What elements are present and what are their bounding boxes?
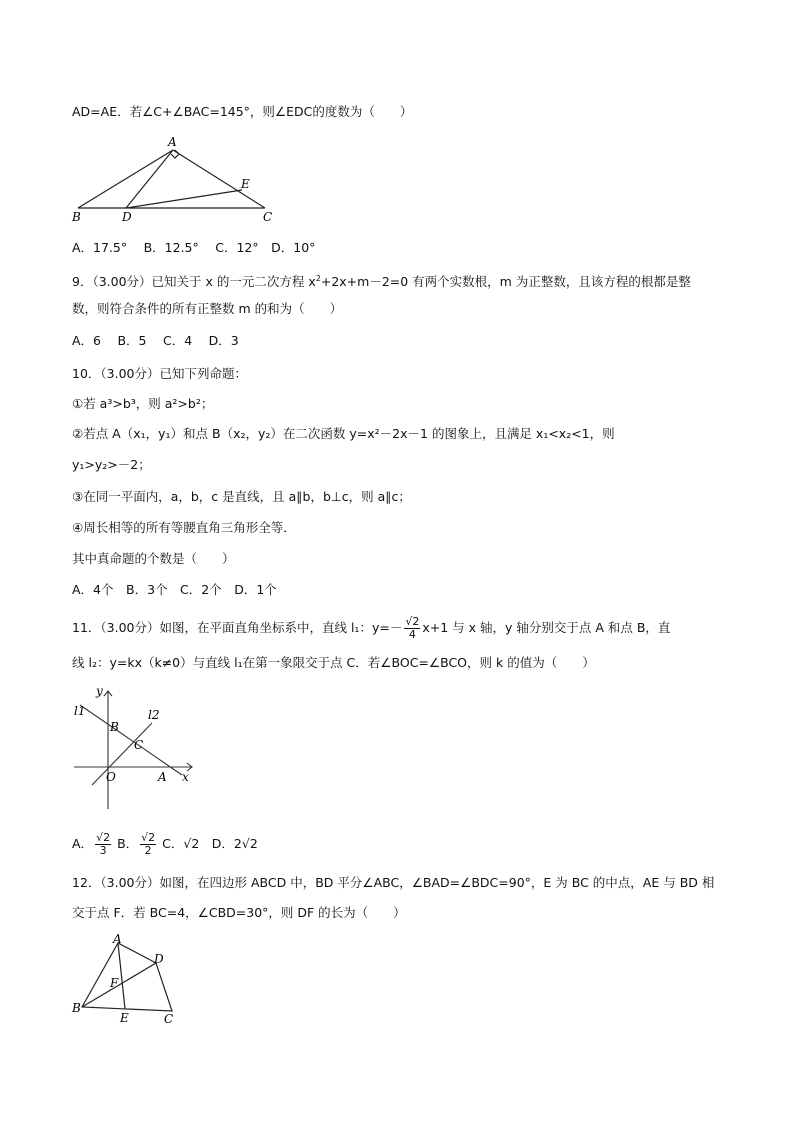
q11-label-y: y	[96, 684, 103, 698]
q10-proposition-1: ①若 a³>b³，则 a²>b²；	[72, 396, 214, 411]
q8-figure	[70, 132, 290, 224]
q11-option-a-den: 3	[99, 844, 107, 857]
q10-proposition-4: ④周长相等的所有等腰直角三角形全等．	[72, 520, 296, 535]
q11-option-cd: C．√2 D．2√2	[162, 836, 258, 851]
q11-option-a-num: √2	[96, 831, 111, 844]
q12-figure	[70, 933, 190, 1025]
q11-line1	[72, 612, 670, 644]
q11-option-a: A．	[72, 836, 94, 851]
q11-figure	[70, 683, 200, 813]
q10-ask: 其中真命题的个数是（ ）	[72, 551, 235, 566]
q8-label-c: C	[263, 210, 273, 224]
q12-label-f: F	[110, 976, 119, 990]
q11-line1-a: 11．（3.00分）如图，在平面直角坐标系中，直线 l₁：y=－	[72, 620, 403, 635]
q11-label-x: x	[182, 770, 189, 784]
q8-label-a: A	[168, 135, 177, 149]
q9-line2: 数，则符合条件的所有正整数 m 的和为（ ）	[72, 301, 343, 316]
q11-fraction	[404, 616, 420, 641]
q11-line1-b: x+1 与 x 轴，y 轴分别交于点 A 和点 B，直	[422, 620, 671, 635]
q9-line1-b: +2x+m－2=0 有两个实数根，m 为正整数，且该方程的根都是整	[320, 274, 691, 290]
q8-line: AD=AE．若∠C+∠BAC=145°，则∠EDC的度数为（ ）	[72, 104, 413, 119]
q12-label-c: C	[164, 1012, 174, 1025]
q11-option-b-frac	[140, 832, 156, 857]
q10-options: A．4个 B．3个 C．2个 D．1个	[72, 582, 277, 597]
q10-proposition-3: ③在同一平面内，a，b，c 是直线，且 a∥b，b⊥c，则 a∥c；	[72, 489, 411, 504]
q11-line2: 线 l₂：y=kx（k≠0）与直线 l₁在第一象限交于点 C．若∠BOC=∠BCO，则 k 的值为（ ）	[72, 655, 595, 670]
q11-fraction-den: 4	[408, 628, 416, 641]
q12-label-d: D	[154, 952, 164, 966]
q9-options: A．6 B．5 C．4 D．3	[72, 333, 239, 348]
q12-line1: 12．（3.00分）如图，在四边形 ABCD 中，BD 平分∠ABC，∠BAD=∠BDC=90°，E 为 BC 的中点，AE 与 BD 相	[72, 875, 715, 890]
q10-proposition-2: ②若点 A（x₁，y₁）和点 B（x₂，y₂）在二次函数 y=x²－2x－1 的图象上，且满足 x₁<x₂<1，则	[72, 426, 615, 441]
q12-line2: 交于点 F．若 BC=4，∠CBD=30°，则 DF 的长为（ ）	[72, 905, 406, 920]
q11-fraction-num: √2	[405, 615, 420, 628]
q11-label-b: B	[110, 720, 119, 734]
q12-label-b: B	[72, 1001, 81, 1015]
q9-line1: 9．（3.00分）已知关于 x 的一元二次方程 $x^2+2x+m-2=0$ 有两个实数根，m 为正整数，且该方程的根都是整	[72, 274, 691, 290]
q11-option-b-num: √2	[141, 831, 156, 844]
q8-label-e: E	[241, 177, 250, 191]
q8-label-b: B	[72, 210, 81, 224]
q11-label-o: O	[106, 770, 116, 784]
q11-label-c: C	[134, 738, 144, 752]
q8-label-d: D	[122, 210, 132, 224]
q10-line1: 10．（3.00分）已知下列命题：	[72, 366, 247, 381]
q11-option-b: B．	[117, 836, 139, 851]
q11-label-a: A	[158, 770, 167, 784]
q8-options: A．17.5° B．12.5° C．12° D．10°	[72, 240, 316, 255]
q12-label-a: A	[113, 933, 122, 946]
q11-label-l1: l1	[74, 704, 86, 718]
q9-line1-a: 9．（3.00分）已知关于 x 的一元二次方程 x	[72, 274, 316, 290]
q11-options	[72, 827, 258, 861]
q10-proposition-2b: y₁>y₂>－2；	[72, 457, 151, 472]
q11-option-b-den: 2	[144, 844, 152, 857]
q12-label-e: E	[120, 1011, 129, 1025]
q11-option-a-frac	[95, 832, 111, 857]
q11-label-l2: l2	[148, 708, 160, 722]
